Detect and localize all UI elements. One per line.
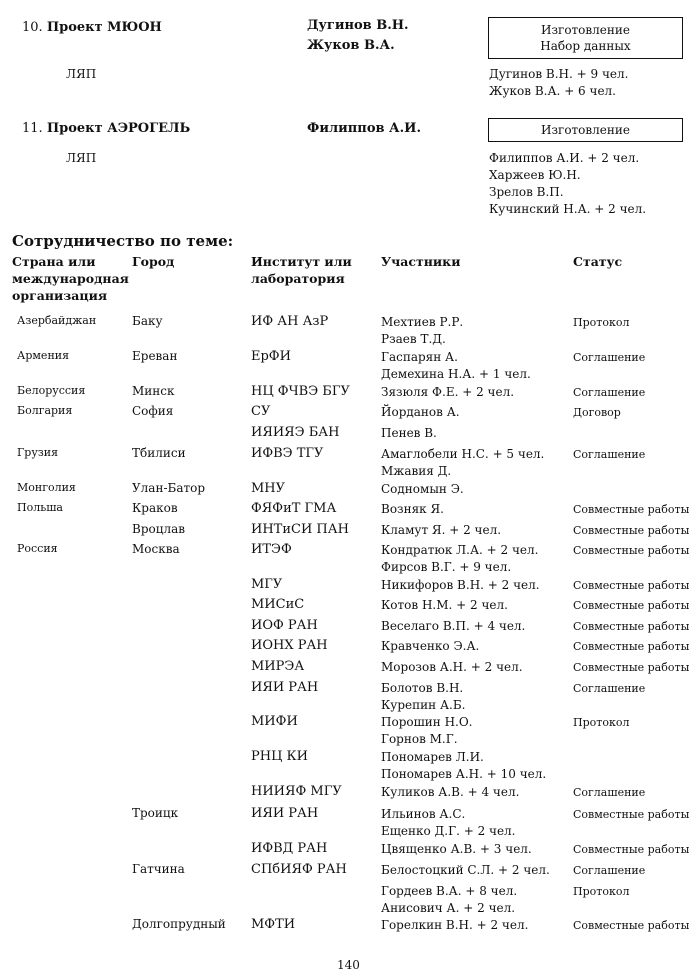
cell-city: Баку (132, 314, 163, 328)
cell-city: Улан-Батор (132, 481, 206, 495)
cell-institute: ФЯФиТ ГМА (251, 501, 337, 516)
project-number: 11. (22, 121, 43, 136)
cell-participants (381, 542, 538, 576)
cell-participants (381, 384, 514, 401)
cell-institute: МФТИ (251, 917, 296, 932)
cell-country: Болгария (17, 404, 73, 417)
participant: Йорданов А. (381, 405, 460, 419)
participant: Гаспарян А. (381, 350, 458, 364)
cell-participants (381, 638, 479, 655)
cell-country: Азербайджан (17, 314, 97, 327)
cell-status: Совместные работы (573, 503, 690, 516)
cell-country: Польша (17, 501, 63, 514)
cell-city: Тбилиси (132, 446, 186, 460)
cell-status: Протокол (573, 885, 630, 898)
project-11-lab: ЛЯП (66, 151, 97, 165)
header-line: Участники (381, 254, 461, 269)
status-line: Изготовление (541, 23, 630, 37)
cell-country: Белоруссия (17, 384, 86, 397)
cell-city: Москва (132, 542, 180, 556)
participant: Пономарев Л.И. (381, 750, 484, 764)
cell-participants (381, 749, 546, 783)
leader: Дугинов В.Н. (307, 18, 409, 33)
participant: Фирсов В.Г. + 9 чел. (381, 560, 512, 574)
participant: Кондратюк Л.А. + 2 чел. (381, 543, 539, 557)
status-line: Набор данных (540, 39, 631, 53)
cell-status: Совместные работы (573, 808, 690, 821)
participant: Куликов А.В. + 4 чел. (381, 785, 520, 799)
participant: Жуков В.А. + 6 чел. (489, 84, 616, 98)
participant: Горелкин В.Н. + 2 чел. (381, 918, 529, 932)
participant: Болотов В.Н. (381, 681, 464, 695)
page-number: 140 (337, 958, 360, 972)
cell-city: София (132, 404, 174, 418)
cell-status: Совместные работы (573, 640, 690, 653)
cell-status: Соглашение (573, 386, 646, 399)
cell-status: Совместные работы (573, 919, 690, 932)
header-line: Страна или (12, 254, 96, 269)
project-11-status-box (488, 118, 683, 142)
cell-participants (381, 659, 523, 676)
cell-institute: ИТЭФ (251, 542, 292, 557)
cell-status: Соглашение (573, 682, 646, 695)
cell-institute: ИФ АН АзР (251, 314, 329, 329)
cell-country: Монголия (17, 481, 76, 494)
participant: Дугинов В.Н. + 9 чел. (489, 67, 629, 81)
cell-city: Долгопрудный (132, 917, 226, 931)
cell-institute: ИЯИ РАН (251, 680, 319, 695)
cell-city: Минск (132, 384, 175, 398)
cell-city: Краков (132, 501, 178, 515)
participant: Цвященко А.В. + 3 чел. (381, 842, 532, 856)
participant: Ещенко Д.Г. + 2 чел. (381, 824, 516, 838)
project-11-participants (489, 150, 646, 218)
project-name: Проект АЭРОГЕЛЬ (46, 121, 191, 136)
participant: Веселаго В.П. + 4 чел. (381, 619, 526, 633)
cell-city: Гатчина (132, 862, 185, 876)
cell-participants (381, 446, 544, 480)
cell-city: Вроцлав (132, 522, 185, 536)
cell-institute: ИФВД РАН (251, 841, 328, 856)
cell-participants (381, 577, 540, 594)
cell-status: Совместные работы (573, 661, 690, 674)
participant: Анисович А. + 2 чел. (381, 901, 516, 915)
header-city (132, 253, 174, 270)
participant: Курепин А.Б. (381, 698, 466, 712)
cell-institute: МНУ (251, 481, 286, 496)
cell-status: Совместные работы (573, 599, 690, 612)
header-participants (381, 253, 460, 270)
participant: Кучинский Н.А. + 2 чел. (489, 202, 647, 216)
cell-participants (381, 841, 532, 858)
header-line: организация (12, 288, 108, 303)
project-10-lab: ЛЯП (66, 67, 97, 81)
cell-city: Троицк (132, 806, 179, 820)
cell-institute: МИРЭА (251, 659, 305, 674)
participant: Кравченко Э.А. (381, 639, 480, 653)
header-line: Статус (573, 254, 623, 269)
cell-participants (381, 404, 460, 421)
cell-institute: ИОФ РАН (251, 618, 318, 633)
project-10-title (22, 20, 162, 35)
project-11-title (22, 121, 190, 136)
participant: Филиппов А.И. + 2 чел. (489, 151, 640, 165)
header-line: лаборатория (251, 271, 345, 286)
cell-institute: ИФВЭ ТГУ (251, 446, 324, 461)
cell-institute: ИЯИЯЭ БАН (251, 425, 340, 440)
cell-participants (381, 680, 465, 714)
cell-status: Договор (573, 406, 621, 419)
cell-participants (381, 501, 444, 518)
cell-participants (381, 425, 437, 442)
cell-institute: ИЯИ РАН (251, 806, 319, 821)
participant: Котов Н.М. + 2 чел. (381, 598, 508, 612)
participant: Демехина Н.А. + 1 чел. (381, 367, 531, 381)
cell-city: Ереван (132, 349, 178, 363)
header-status (573, 253, 622, 270)
project-10-leaders (307, 16, 409, 56)
cell-institute: НИИЯФ МГУ (251, 784, 342, 799)
cell-participants (381, 714, 473, 748)
participant: Мехтиев Р.Р. (381, 315, 464, 329)
cell-participants (381, 917, 528, 934)
header-line: Институт или (251, 254, 352, 269)
participant: Зязюля Ф.Е. + 2 чел. (381, 385, 515, 399)
participant: Содномын Э. (381, 482, 464, 496)
participant: Кламут Я. + 2 чел. (381, 523, 502, 537)
cell-status: Совместные работы (573, 620, 690, 633)
header-institute (251, 253, 352, 287)
cell-status: Соглашение (573, 786, 646, 799)
cell-status: Совместные работы (573, 579, 690, 592)
cell-participants (381, 349, 531, 383)
participant: Зрелов В.П. (489, 185, 564, 199)
cell-participants (381, 784, 519, 801)
cell-country: Россия (17, 542, 58, 555)
cell-status: Протокол (573, 316, 630, 329)
cooperation-title: Сотрудничество по теме: (12, 232, 234, 250)
cell-country: Армения (17, 349, 70, 362)
project-10-status-box (488, 17, 683, 59)
cell-institute: СПбИЯФ РАН (251, 862, 347, 877)
cell-status: Протокол (573, 716, 630, 729)
participant: Харжеев Ю.Н. (489, 168, 581, 182)
cell-status: Соглашение (573, 864, 646, 877)
status-line: Изготовление (541, 123, 630, 137)
header-country (12, 253, 129, 304)
participant: Амаглобели Н.С. + 5 чел. (381, 447, 545, 461)
cell-institute: МГУ (251, 577, 283, 592)
cell-institute: СУ (251, 404, 271, 419)
cell-status: Соглашение (573, 351, 646, 364)
cell-participants (381, 806, 516, 840)
participant: Морозов А.Н. + 2 чел. (381, 660, 523, 674)
project-11-leader: Филиппов А.И. (307, 121, 421, 136)
participant: Пономарев А.Н. + 10 чел. (381, 767, 547, 781)
leader: Жуков В.А. (307, 38, 395, 53)
cell-status: Совместные работы (573, 843, 690, 856)
participant: Возняк Я. (381, 502, 444, 516)
cell-institute: МИФИ (251, 714, 298, 729)
cell-institute: ИНТиСИ ПАН (251, 522, 349, 537)
cell-status: Совместные работы (573, 544, 690, 557)
header-line: международная (12, 271, 129, 286)
cell-status: Совместные работы (573, 524, 690, 537)
participant: Порошин Н.О. (381, 715, 473, 729)
participant: Никифоров В.Н. + 2 чел. (381, 578, 540, 592)
project-10-participants (489, 66, 628, 100)
participant: Мжавия Д. (381, 464, 452, 478)
project-name: Проект МЮОН (46, 20, 162, 35)
cell-participants (381, 883, 517, 917)
participant: Горнов М.Г. (381, 732, 458, 746)
cell-institute: НЦ ФЧВЭ БГУ (251, 384, 350, 399)
cell-participants (381, 481, 464, 498)
project-number: 10. (22, 20, 43, 35)
header-line: Город (132, 254, 175, 269)
cell-institute: ЕрФИ (251, 349, 291, 364)
cell-country: Грузия (17, 446, 59, 459)
cell-participants (381, 862, 550, 879)
cell-institute: РНЦ КИ (251, 749, 308, 764)
participant: Пенев В. (381, 426, 437, 440)
cell-institute: МИСиС (251, 597, 305, 612)
participant: Гордеев В.А. + 8 чел. (381, 884, 518, 898)
cell-participants (381, 314, 463, 348)
participant: Рзаев Т.Д. (381, 332, 446, 346)
cell-participants (381, 522, 501, 539)
participant: Ильинов А.С. (381, 807, 466, 821)
cell-institute: ИОНХ РАН (251, 638, 328, 653)
cell-participants (381, 618, 525, 635)
cell-status: Соглашение (573, 448, 646, 461)
cell-participants (381, 597, 508, 614)
participant: Белостоцкий С.Л. + 2 чел. (381, 863, 550, 877)
